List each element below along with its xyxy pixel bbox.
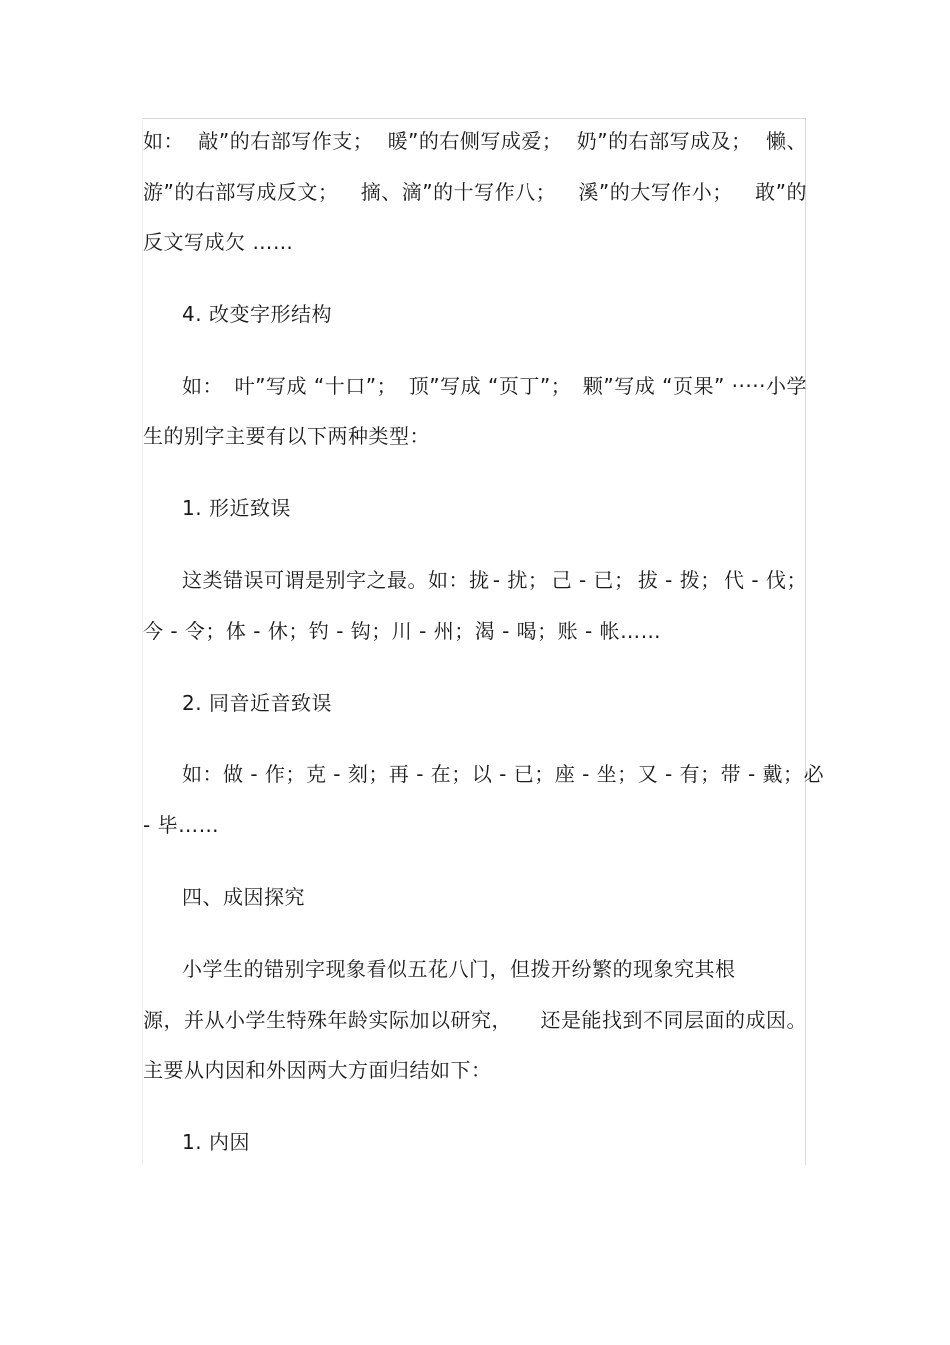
text-line-14: 小学生的错别字现象看似五花八门，但拨开纷繁的现象究其根 [182, 957, 736, 981]
text-segment: 奶”的右部写成及； [576, 129, 752, 153]
text-segment: 叶”写成 “十口”； [234, 374, 398, 398]
text-line-5 [182, 372, 807, 400]
text-segment: 颗”写成 “页果” ·····小学 [582, 374, 807, 398]
text-segment: - 扰； [492, 568, 549, 592]
text-segment: 必 [803, 762, 825, 786]
text-line-8 [182, 566, 807, 594]
text-segment: 这类错误可谓是别字之最。如：拢 [182, 568, 490, 592]
text-segment: 顶”写成 “页丁”； [408, 374, 572, 398]
text-segment: 暖”的右侧写成爱； [387, 129, 563, 153]
text-line-9: 今 - 令；体 - 休；钓 - 钩；川 - 州；渴 - 喝；账 - 帐…… [143, 619, 662, 643]
section-heading: 4. 改变字形结构 [182, 302, 332, 326]
text-segment: 如： [182, 374, 223, 398]
text-segment: 拔 - 拨； [637, 568, 721, 592]
text-segment: 敲”的右部写作支； [198, 129, 374, 153]
section-heading: 1. 形近致误 [182, 496, 291, 520]
text-line-6: 生的别字主要有以下两种类型： [143, 424, 430, 448]
section-heading: 四、成因探究 [182, 885, 305, 909]
text-segment: 懒、 [766, 129, 807, 153]
text-segment: 再 - 在； [388, 762, 472, 786]
text-line-11 [182, 760, 825, 788]
text-line-3: 反文写成欠 …… [143, 230, 294, 254]
text-line-2 [143, 178, 807, 206]
text-segment: 以 - 已； [471, 762, 555, 786]
text-line-16: 主要从内因和外因两大方面归结如下： [143, 1058, 492, 1082]
text-segment: 摘、滴”的十写作八； [360, 180, 557, 204]
section-heading: 1. 内因 [182, 1130, 250, 1154]
text-segment: 代 - 伐； [724, 568, 807, 592]
text-line-1 [143, 127, 807, 155]
text-segment: 己 - 已； [551, 568, 635, 592]
text-segment: 还是能找到不同层面的成因。 [540, 1008, 807, 1032]
text-line-15 [143, 1006, 807, 1034]
text-segment: 如： [143, 129, 184, 153]
text-segment: 克 - 刻； [305, 762, 389, 786]
text-segment: 溪”的大写作小； [578, 180, 733, 204]
text-segment: 又 - 有； [637, 762, 721, 786]
text-segment: 游”的右部写成反文； [143, 180, 339, 204]
text-segment: 带 - 戴； [720, 762, 804, 786]
text-segment: 敢”的 [755, 180, 807, 204]
text-segment: 座 - 坐； [554, 762, 638, 786]
text-line-12: - 毕…… [143, 813, 220, 837]
section-heading: 2. 同音近音致误 [182, 691, 332, 715]
text-segment: 如：做 - 作； [182, 762, 306, 786]
text-segment: 源，并从小学生特殊年龄实际加以研究， [143, 1008, 512, 1032]
